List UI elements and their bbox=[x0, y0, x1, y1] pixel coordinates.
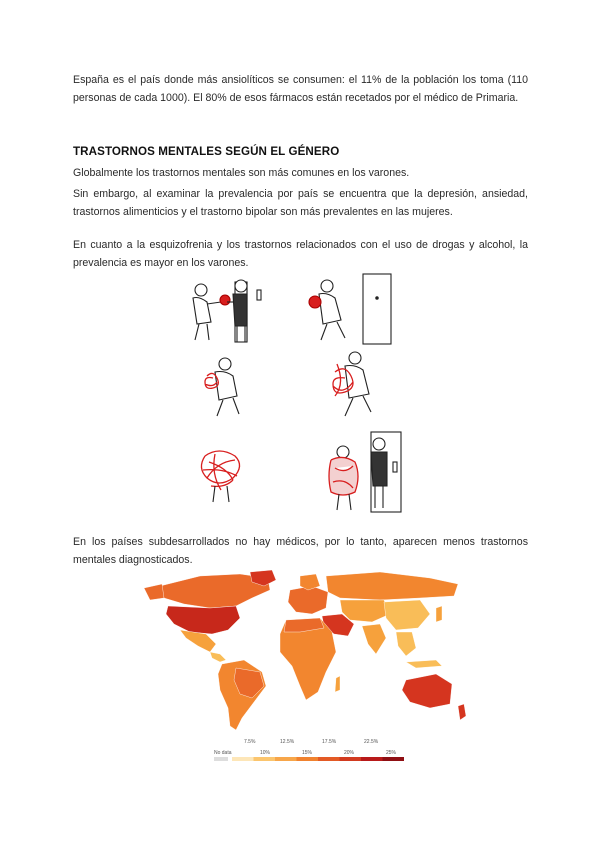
map-japan bbox=[436, 606, 442, 622]
legend-bottom-label-3: 20% bbox=[344, 750, 355, 756]
map-southeast-asia bbox=[396, 632, 416, 656]
paragraph-prevalencia: Sin embargo, al examinar la prevalencia por país se encuentra que la depresión, ansiedad, trastornos alimenticios y el trastorno bipolar son más prevalentes en las mujeres. bbox=[73, 188, 528, 218]
legend-top-label-3: 17.5% bbox=[322, 739, 337, 745]
map-australia bbox=[402, 674, 452, 708]
legend-bottom-label-4: 25% bbox=[386, 750, 397, 756]
legend-no-data: No data bbox=[214, 750, 232, 756]
legend-swatch bbox=[297, 757, 319, 761]
legend-swatch bbox=[254, 757, 276, 761]
legend-swatch bbox=[383, 757, 405, 761]
comic-panel-6 bbox=[329, 432, 401, 512]
legend-swatch bbox=[361, 757, 383, 761]
comic-panel-1 bbox=[193, 280, 261, 342]
map-usa bbox=[166, 606, 240, 634]
paragraph-esquizofrenia: En cuanto a la esquizofrenia y los trastornos relacionados con el uso de drogas y alcohol, la prevalencia es mayor en los varones. bbox=[73, 239, 528, 269]
comic-panel-3 bbox=[205, 358, 239, 416]
legend-swatch bbox=[318, 757, 340, 761]
paragraph-global: Globalmente los trastornos mentales son más comunes en los varones. bbox=[73, 167, 410, 179]
paragraph-subdesarrollados: En los países subdesarrollados no hay médicos, por lo tanto, aparecen menos trastornos mentales diagnosticados. bbox=[73, 536, 528, 566]
paragraph-ansioliticos: España es el país donde más ansiolíticos se consumen: el 11% de la población los toma (110 personas de cada 1000). El 80% de esos fármacos están recetados por el médico de Primaria. bbox=[73, 74, 528, 104]
map-legend bbox=[214, 734, 404, 762]
legend-swatch bbox=[340, 757, 362, 761]
legend-swatch bbox=[275, 757, 297, 761]
comic-illustration bbox=[185, 272, 430, 518]
legend-swatch bbox=[232, 757, 254, 761]
legend-bottom-label-2: 15% bbox=[302, 750, 313, 756]
map-china bbox=[384, 600, 430, 630]
map-new-zealand bbox=[458, 704, 466, 720]
map-india bbox=[362, 624, 386, 654]
section-heading: TRASTORNOS MENTALES SEGÚN EL GÉNERO bbox=[73, 145, 340, 158]
legend-top-label-1: 7.5% bbox=[244, 739, 256, 745]
legend-swatch-no-data bbox=[214, 757, 228, 761]
map-russia bbox=[326, 572, 458, 600]
comic-panel-2 bbox=[309, 274, 391, 344]
map-madagascar bbox=[335, 676, 340, 692]
map-alaska bbox=[144, 584, 164, 600]
map-scandinavia bbox=[300, 574, 320, 590]
map-central-america bbox=[210, 652, 226, 662]
map-indonesia bbox=[406, 660, 442, 668]
comic-panel-4 bbox=[333, 352, 371, 416]
legend-top-label-4: 22.5% bbox=[364, 739, 379, 745]
legend-bottom-label-1: 10% bbox=[260, 750, 271, 756]
legend-top-label-2: 12.5% bbox=[280, 739, 295, 745]
comic-panel-5 bbox=[201, 451, 239, 502]
world-prevalence-map bbox=[140, 568, 470, 734]
